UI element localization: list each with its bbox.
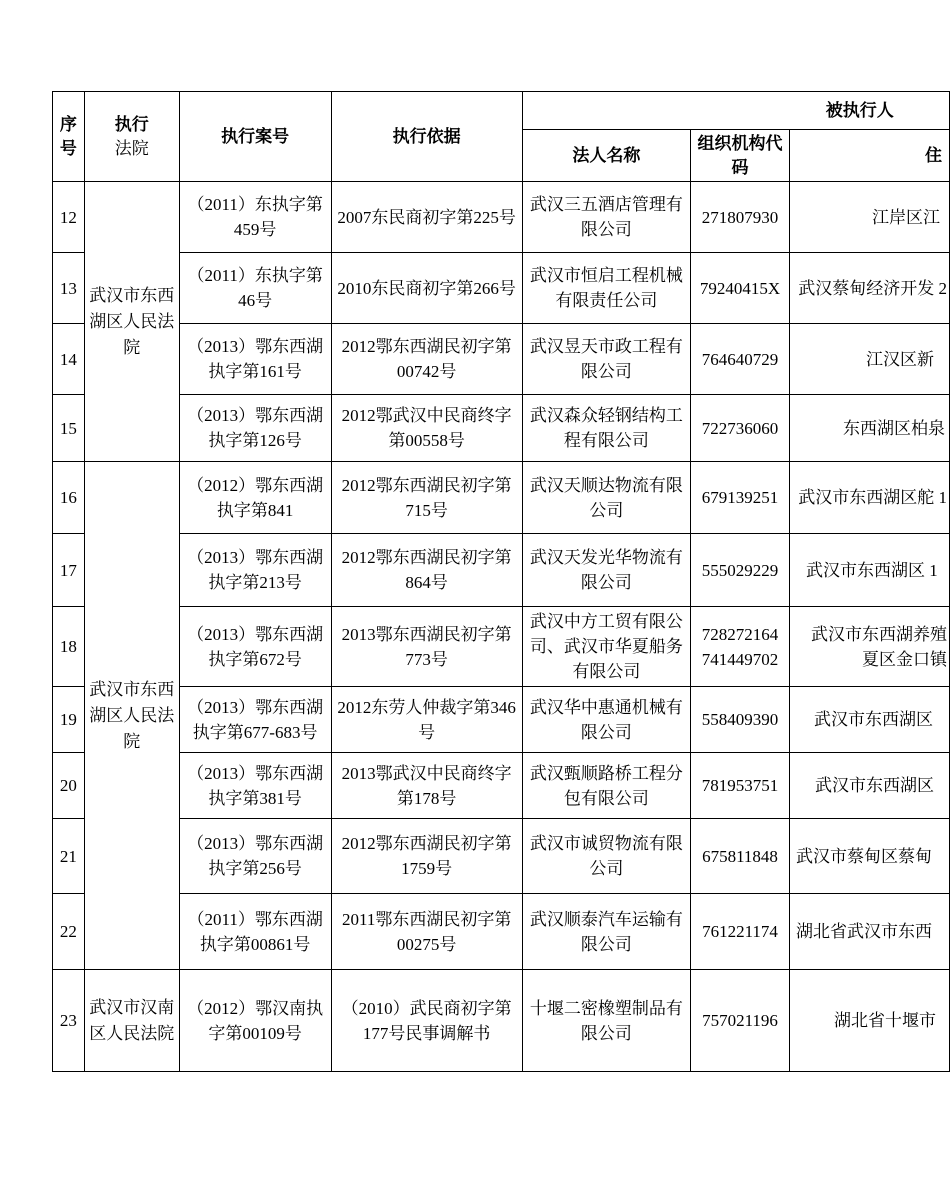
cell-basis: 2012鄂东西湖民初字第715号 — [331, 462, 522, 534]
header-court-b: 法院 — [114, 138, 149, 158]
cell-corp-name: 武汉甄顺路桥工程分包有限公司 — [522, 753, 690, 819]
cell-corp-name: 十堰二密橡塑制品有限公司 — [522, 970, 690, 1072]
cell-basis: （2010）武民商初字第177号民事调解书 — [331, 970, 522, 1072]
cell-seq: 13 — [53, 253, 85, 324]
cell-corp-name: 武汉中方工贸有限公司、武汉市华夏船务有限公司 — [522, 607, 690, 687]
cell-address: 武汉市东西湖养殖 夏区金口镇 — [789, 607, 949, 687]
cell-case-no: （2013）鄂东西湖执字第677-683号 — [179, 687, 331, 753]
cell-address: 武汉市东西湖区 — [789, 753, 949, 819]
cell-basis: 2012东劳人仲裁字第346号 — [331, 687, 522, 753]
cell-case-no: （2013）鄂东西湖执字第381号 — [179, 753, 331, 819]
document-page — [52, 91, 950, 1072]
cell-corp-name: 武汉市诚贸物流有限公司 — [522, 819, 690, 894]
cell-court: 武汉市东西湖区人民法院 — [84, 182, 179, 462]
header-executee: 被执行人 — [522, 92, 949, 130]
header-court-a: 执行 — [114, 114, 149, 134]
cell-address: 武汉市东西湖区舵 1 — [789, 462, 949, 534]
cell-org-code: 555029229 — [691, 534, 790, 607]
header-case-no: 执行案号 — [179, 92, 331, 182]
header-court — [84, 92, 179, 182]
cell-basis: 2010东民商初字第266号 — [331, 253, 522, 324]
cell-case-no: （2013）鄂东西湖执字第213号 — [179, 534, 331, 607]
header-address: 住 — [789, 130, 949, 182]
cell-case-no: （2011）东执字第459号 — [179, 182, 331, 253]
cell-seq: 18 — [53, 607, 85, 687]
cell-case-no: （2013）鄂东西湖执字第126号 — [179, 395, 331, 462]
cell-case-no: （2012）鄂汉南执字第00109号 — [179, 970, 331, 1072]
cell-basis: 2012鄂东西湖民初字第864号 — [331, 534, 522, 607]
cell-case-no: （2013）鄂东西湖执字第672号 — [179, 607, 331, 687]
table-row — [53, 253, 950, 324]
cell-address: 湖北省武汉市东西 — [789, 894, 949, 970]
cell-address: 江岸区江 — [789, 182, 949, 253]
cell-case-no: （2013）鄂东西湖执字第256号 — [179, 819, 331, 894]
cell-seq: 14 — [53, 324, 85, 395]
table-row — [53, 753, 950, 819]
cell-case-no: （2011）东执字第46号 — [179, 253, 331, 324]
cell-org-code: 722736060 — [691, 395, 790, 462]
table-row — [53, 687, 950, 753]
cell-org-code: 761221174 — [691, 894, 790, 970]
header-basis: 执行依据 — [331, 92, 522, 182]
cell-org-code: 728272164 741449702 — [691, 607, 790, 687]
table-row — [53, 970, 950, 1072]
cell-corp-name: 武汉华中惠通机械有限公司 — [522, 687, 690, 753]
cell-address: 武汉市蔡甸区蔡甸 — [789, 819, 949, 894]
cell-seq: 22 — [53, 894, 85, 970]
cell-basis: 2013鄂东西湖民初字第773号 — [331, 607, 522, 687]
cell-org-code: 781953751 — [691, 753, 790, 819]
cell-court: 武汉市东西湖区人民法院 — [84, 462, 179, 970]
cell-address: 江汉区新 — [789, 324, 949, 395]
cell-court: 武汉市汉南区人民法院 — [84, 970, 179, 1072]
table-row — [53, 324, 950, 395]
cell-basis: 2013鄂武汉中民商终字第178号 — [331, 753, 522, 819]
cell-corp-name: 武汉森众轻钢结构工程有限公司 — [522, 395, 690, 462]
cell-org-code: 757021196 — [691, 970, 790, 1072]
table-row — [53, 182, 950, 253]
cell-seq: 20 — [53, 753, 85, 819]
enforcement-table — [52, 91, 950, 1072]
cell-corp-name: 武汉市恒启工程机械有限责任公司 — [522, 253, 690, 324]
cell-seq: 21 — [53, 819, 85, 894]
header-seq: 序号 — [53, 92, 85, 182]
cell-seq: 12 — [53, 182, 85, 253]
cell-org-code: 675811848 — [691, 819, 790, 894]
cell-seq: 15 — [53, 395, 85, 462]
cell-address: 武汉市东西湖区 1 — [789, 534, 949, 607]
cell-case-no: （2011）鄂东西湖执字第00861号 — [179, 894, 331, 970]
cell-corp-name: 武汉天顺达物流有限公司 — [522, 462, 690, 534]
cell-corp-name: 武汉三五酒店管理有限公司 — [522, 182, 690, 253]
cell-basis: 2011鄂东西湖民初字第00275号 — [331, 894, 522, 970]
table-row — [53, 607, 950, 687]
header-corp-name: 法人名称 — [522, 130, 690, 182]
table-row — [53, 462, 950, 534]
cell-org-code: 558409390 — [691, 687, 790, 753]
cell-org-code: 271807930 — [691, 182, 790, 253]
cell-org-code: 764640729 — [691, 324, 790, 395]
cell-case-no: （2012）鄂东西湖执字第841 — [179, 462, 331, 534]
cell-seq: 23 — [53, 970, 85, 1072]
header-org-code: 组织机构代码 — [691, 130, 790, 182]
table-row — [53, 894, 950, 970]
cell-corp-name: 武汉顺泰汽车运输有限公司 — [522, 894, 690, 970]
cell-org-code: 679139251 — [691, 462, 790, 534]
cell-corp-name: 武汉天发光华物流有限公司 — [522, 534, 690, 607]
cell-case-no: （2013）鄂东西湖执字第161号 — [179, 324, 331, 395]
cell-corp-name: 武汉昱天市政工程有限公司 — [522, 324, 690, 395]
table-row — [53, 534, 950, 607]
cell-org-code: 79240415X — [691, 253, 790, 324]
cell-basis: 2012鄂东西湖民初字第1759号 — [331, 819, 522, 894]
cell-seq: 17 — [53, 534, 85, 607]
cell-address: 武汉蔡甸经济开发 2 — [789, 253, 949, 324]
header-row — [53, 92, 950, 130]
cell-seq: 16 — [53, 462, 85, 534]
cell-basis: 2012鄂东西湖民初字第00742号 — [331, 324, 522, 395]
cell-address: 湖北省十堰市 — [789, 970, 949, 1072]
cell-basis: 2007东民商初字第225号 — [331, 182, 522, 253]
table-row — [53, 819, 950, 894]
cell-seq: 19 — [53, 687, 85, 753]
cell-basis: 2012鄂武汉中民商终字第00558号 — [331, 395, 522, 462]
cell-address: 武汉市东西湖区 — [789, 687, 949, 753]
table-row — [53, 395, 950, 462]
cell-address: 东西湖区柏泉 — [789, 395, 949, 462]
